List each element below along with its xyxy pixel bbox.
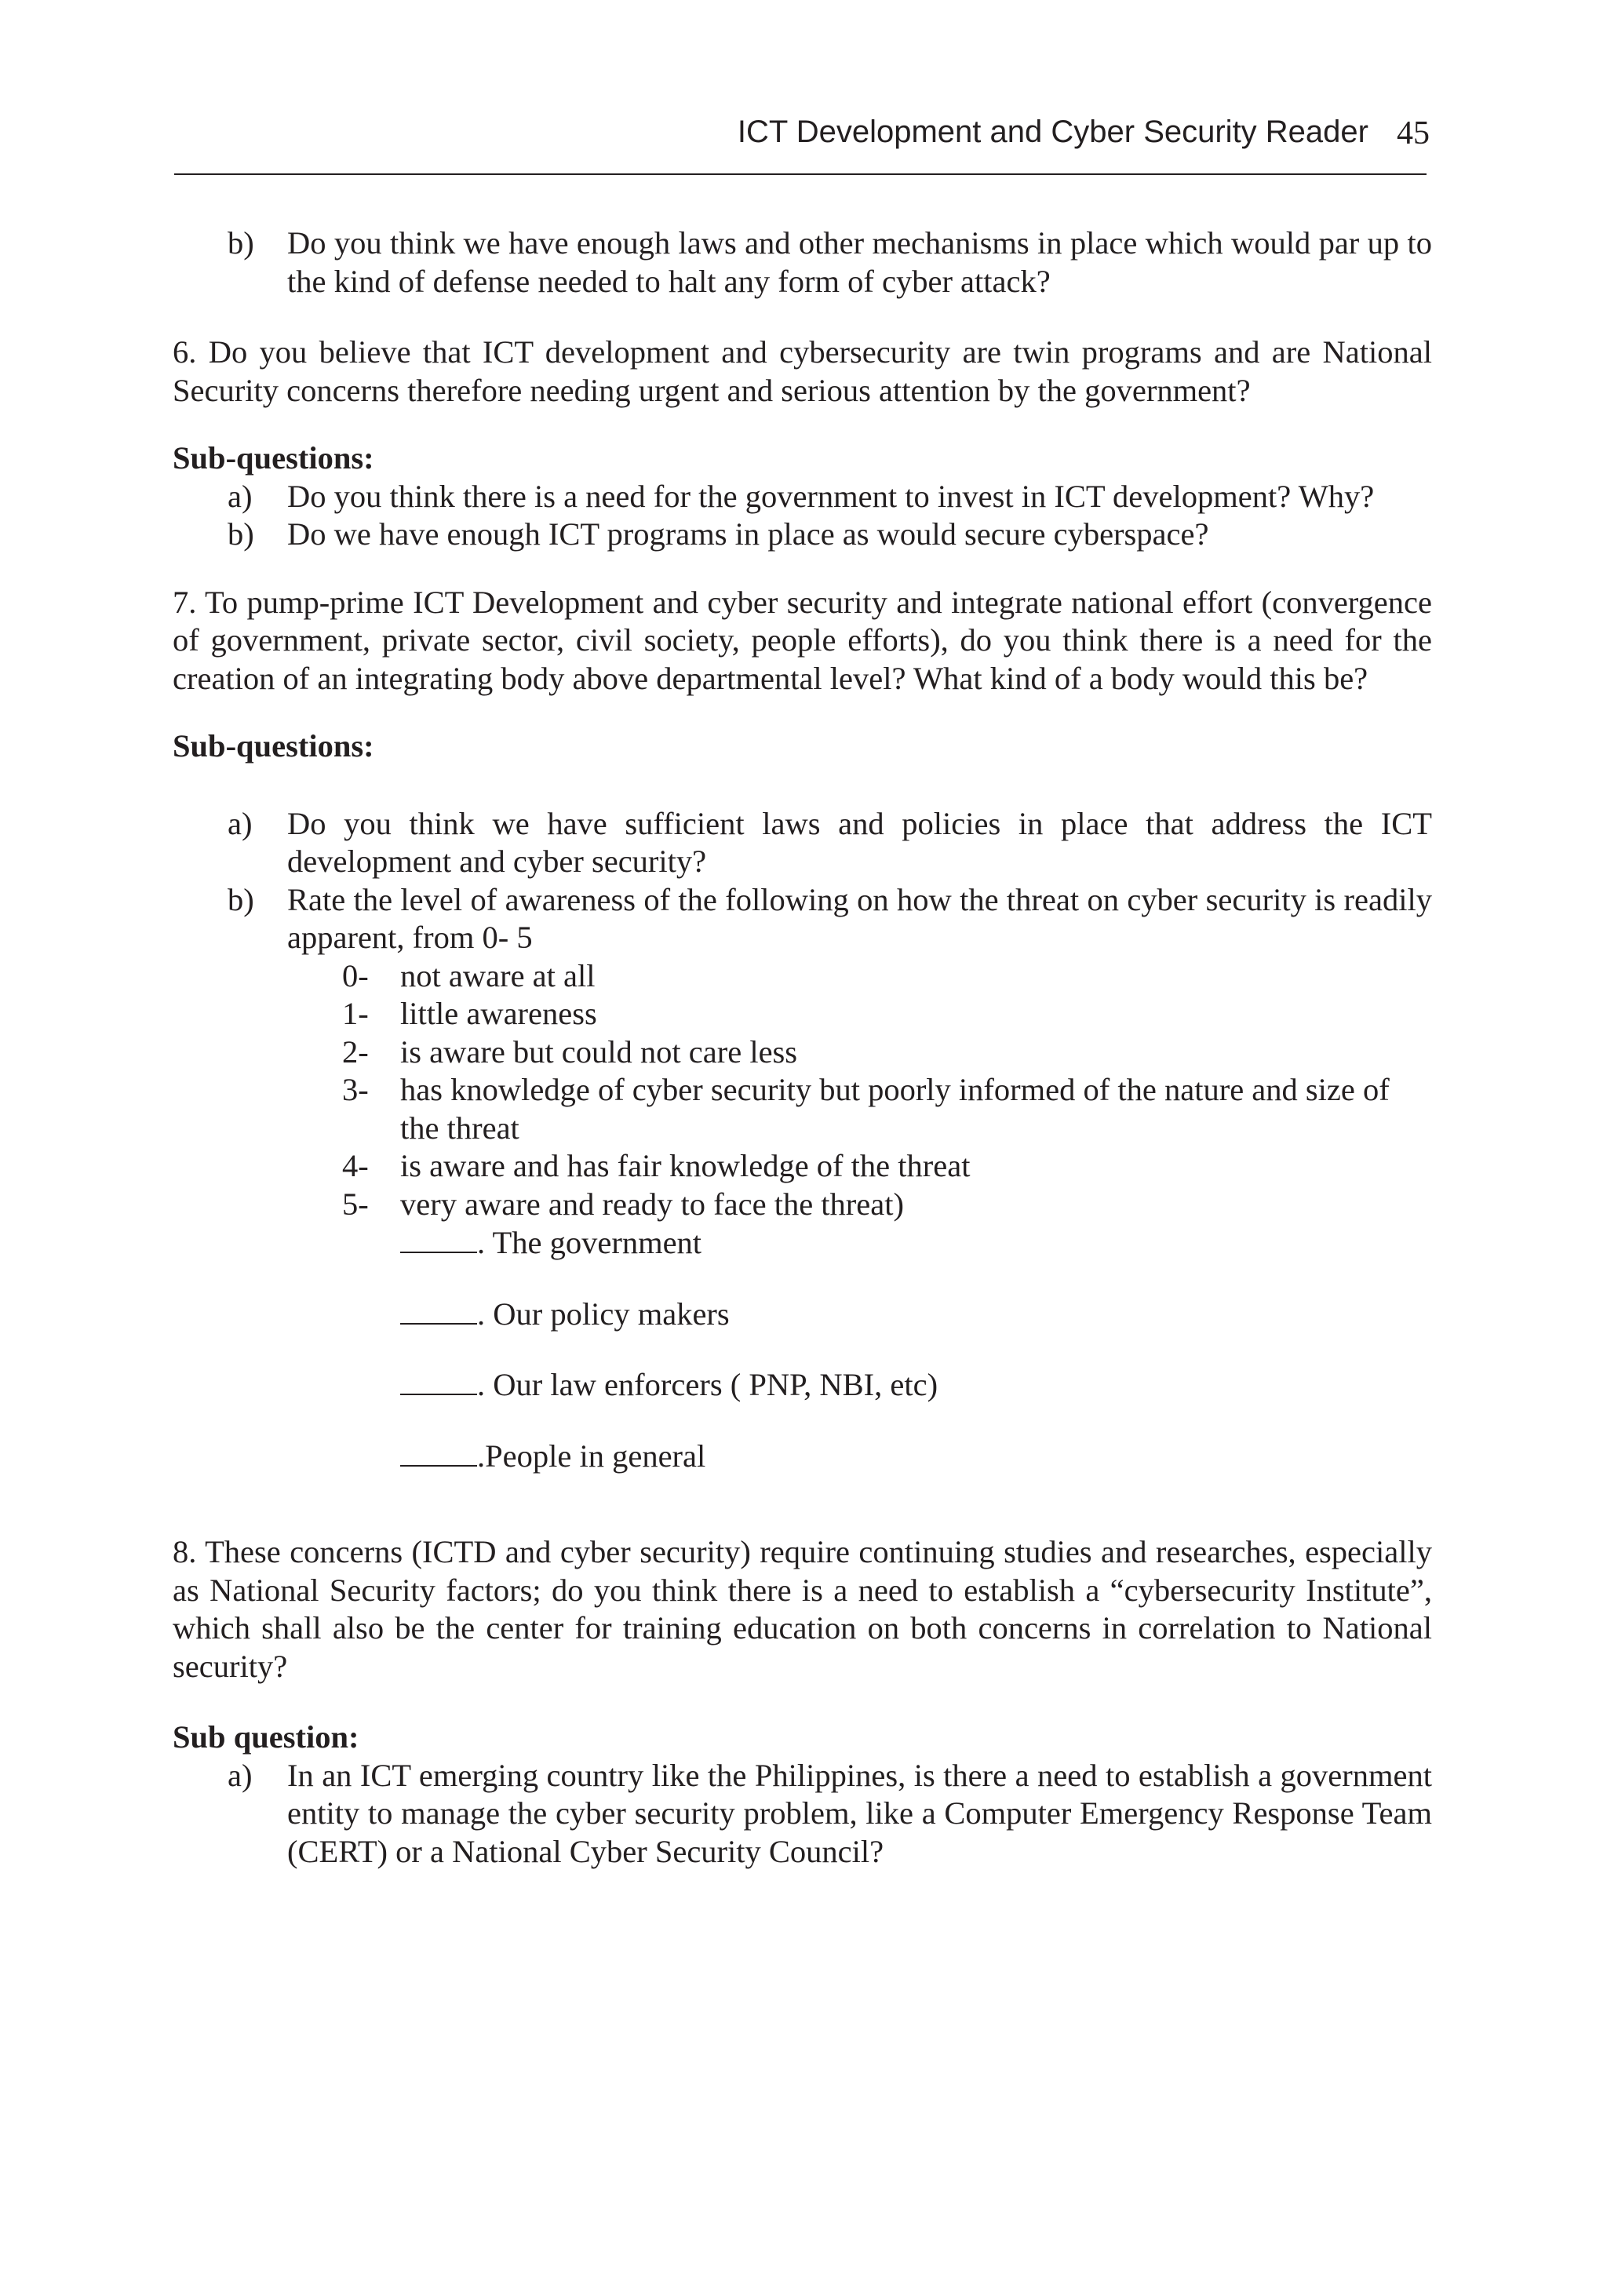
- question-6: 6. Do you believe that ICT development and cybersecurity are twin programs and are National Security concerns therefore needing urgent and serious attention by the government?: [173, 334, 1432, 408]
- scale-text: very aware and ready to face the threat): [400, 1186, 904, 1222]
- scale-text: is aware but could not care less: [400, 1033, 798, 1070]
- header-rule: [174, 173, 1427, 175]
- rating-item-government: [173, 1223, 1432, 1263]
- spacer: [173, 410, 1432, 439]
- question-7-sub-a: [173, 805, 1432, 881]
- scale-number: 1-: [342, 996, 369, 1031]
- question-7: 7. To pump-prime ICT Development and cyber security and integrate national effort (convergence of government, private sector, civil society, people efforts), do you think there is a need for the creation of an integrating body above departmental level? What kind of a body would this be?: [173, 584, 1432, 696]
- item-text: In an ICT emerging country like the Philippines, is there a need to establish a government entity to manage the cyber security problem, like a Computer Emergency Response Team (CERT) or a National Cyber Security Council?: [287, 1757, 1432, 1869]
- scale-number: 5-: [342, 1186, 369, 1222]
- question-8-sub-heading: Sub question:: [173, 1719, 359, 1755]
- spacer: [173, 698, 1432, 727]
- rating-blank: [400, 1223, 477, 1253]
- page-body: [173, 224, 1432, 1871]
- scale-text: is aware and has fair knowledge of the threat: [400, 1148, 971, 1183]
- scale-number: 0-: [342, 957, 369, 993]
- item-marker: a): [228, 478, 253, 514]
- item-text: Rate the level of awareness of the following on how the threat on cyber security is readily apparent, from 0- 5: [287, 881, 1432, 955]
- scale-text: little awareness: [400, 996, 597, 1031]
- spacer: [173, 1686, 1432, 1718]
- question-8-sub-a: [173, 1757, 1432, 1871]
- page-number: 45: [1397, 115, 1430, 151]
- scale-number: 3-: [342, 1072, 369, 1107]
- item-marker: b): [228, 225, 254, 261]
- item-text: Do we have enough ICT programs in place as would secure cyberspace?: [287, 516, 1209, 552]
- rating-label: . The government: [477, 1225, 702, 1260]
- item-marker: a): [228, 805, 253, 841]
- spacer: [173, 554, 1432, 584]
- spacer: [173, 301, 1432, 333]
- scale-row: [173, 1071, 1432, 1147]
- running-header-title: ICT Development and Cyber Security Reader: [737, 115, 1368, 149]
- scale-row: [173, 995, 1432, 1033]
- question-8: 8. These concerns (ICTD and cyber security) require continuing studies and researches, especially as National Security factors; do you think there is a need to establish a “cybersecurity Institute”, which shall also be the center for training education on both concerns in correlation to National security?: [173, 1534, 1432, 1684]
- scale-row: [173, 1186, 1432, 1224]
- rating-blank: [400, 1295, 477, 1325]
- question-6-sub-b: [173, 516, 1432, 554]
- item-text: Do you think there is a need for the government to invest in ICT development? Why?: [287, 478, 1375, 514]
- item-marker: b): [228, 516, 254, 552]
- item-marker: a): [228, 1757, 253, 1793]
- scale-text: has knowledge of cyber security but poorly informed of the nature and size of the threat: [400, 1072, 1390, 1146]
- scale-row: [173, 1033, 1432, 1072]
- scale-number: 4-: [342, 1148, 369, 1183]
- scale-row: [173, 957, 1432, 996]
- question-7-sub-heading: Sub-questions:: [173, 728, 374, 764]
- spacer: [173, 766, 1432, 805]
- spacer: [173, 1475, 1432, 1533]
- rating-item-policy-makers: [173, 1295, 1432, 1334]
- question-6-sub-a: [173, 478, 1432, 516]
- scale-number: 2-: [342, 1033, 369, 1070]
- item-text: Do you think we have sufficient laws and policies in place that address the ICT development and cyber security?: [287, 805, 1432, 879]
- rating-label: .People in general: [477, 1438, 706, 1474]
- question-6-sub-heading: Sub-questions:: [173, 440, 374, 476]
- item-text: Do you think we have enough laws and other mechanisms in place which would par up to the kind of defense needed to halt any form of cyber attack?: [287, 225, 1432, 299]
- scale-text: not aware at all: [400, 957, 596, 993]
- rating-label: . Our law enforcers ( PNP, NBI, etc): [477, 1367, 938, 1402]
- item-marker: b): [228, 881, 254, 917]
- rating-label: . Our policy makers: [477, 1296, 730, 1332]
- rating-item-law-enforcers: [173, 1365, 1432, 1405]
- rating-blank: [400, 1365, 477, 1395]
- question-5-sub-b: [173, 224, 1432, 301]
- scale-row: [173, 1147, 1432, 1186]
- question-7-sub-b: [173, 881, 1432, 957]
- awareness-scale: [173, 957, 1432, 1224]
- rating-item-people: [173, 1437, 1432, 1476]
- rating-blank: [400, 1437, 477, 1467]
